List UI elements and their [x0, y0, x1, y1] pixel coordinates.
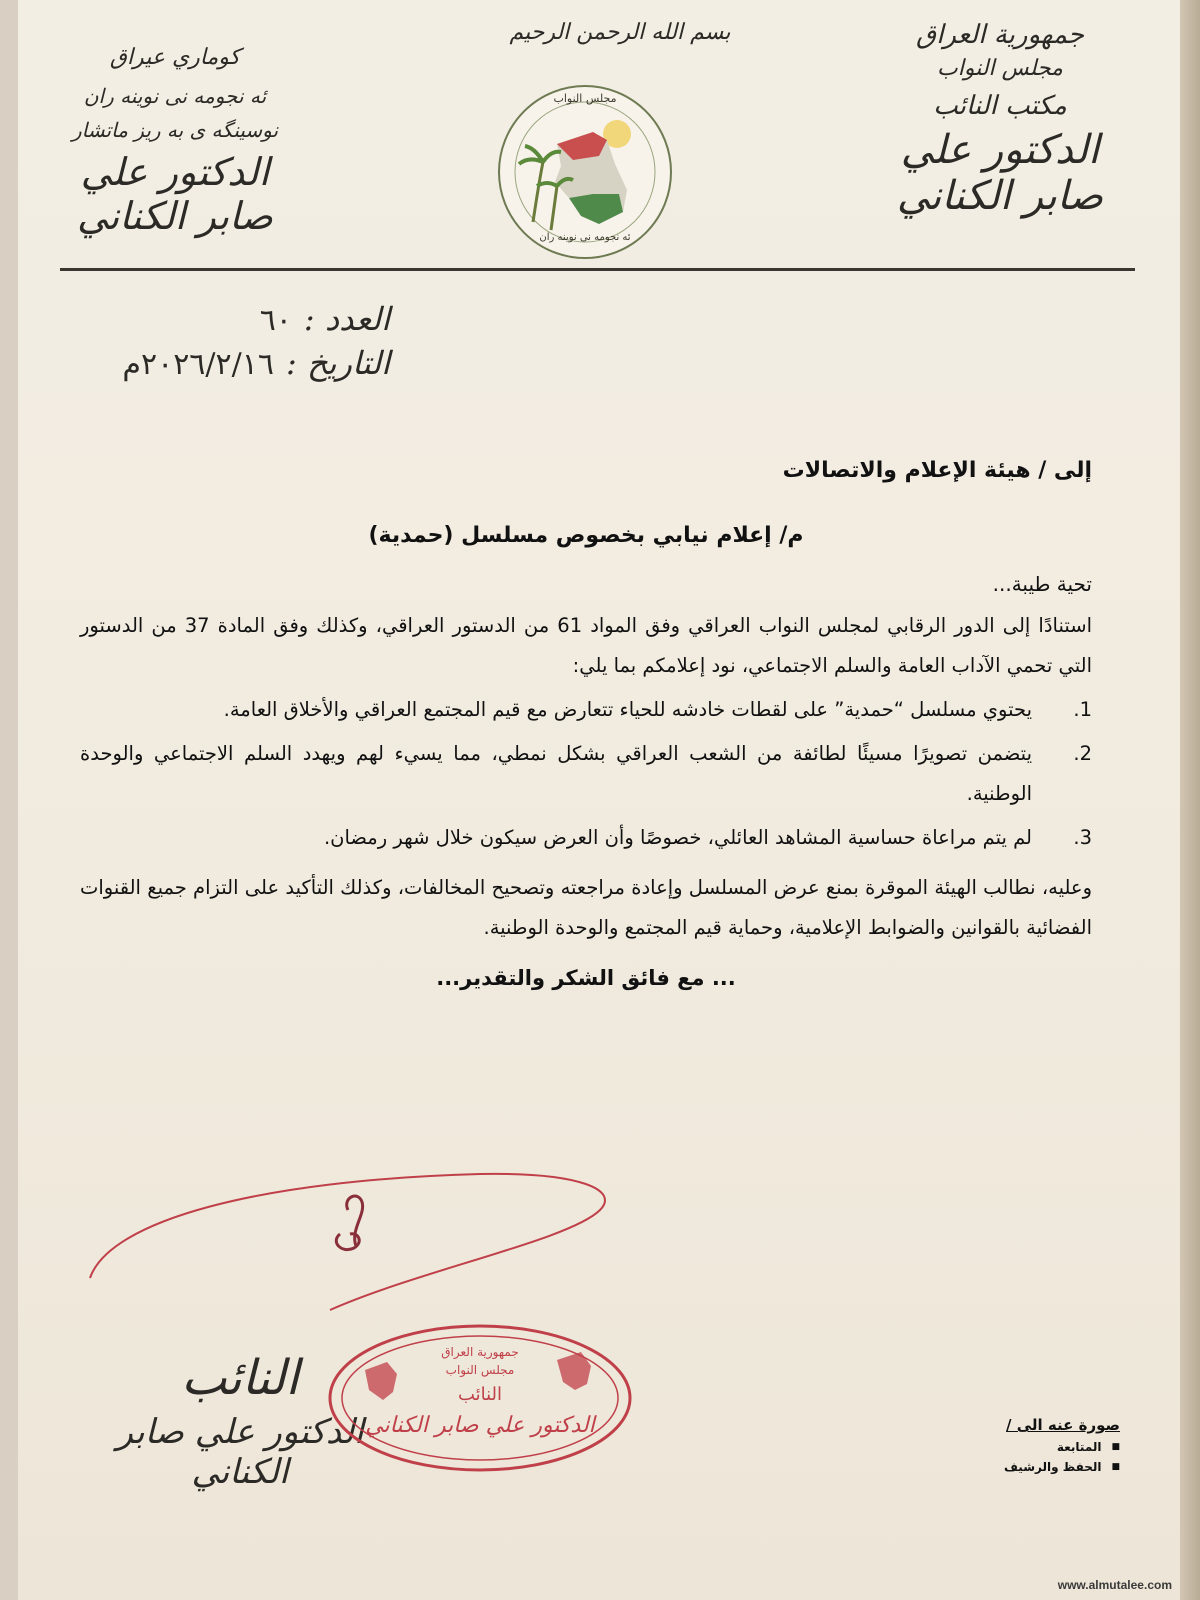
signatory-title: النائب	[181, 1350, 299, 1406]
stamp-line4: الدكتور علي صابر الكناني	[365, 1413, 595, 1438]
list-item	[80, 734, 1092, 814]
number-row	[70, 300, 390, 338]
letter-body	[80, 458, 1092, 990]
greeting: تحية طيبة...	[992, 572, 1092, 596]
stamp-line1: جمهورية العراق	[441, 1345, 519, 1359]
header-left-line3: نوسینگه ی به ریز ماتشار	[71, 118, 279, 142]
header-right-line2: مجلس النواب	[937, 56, 1063, 81]
conclusion-paragraph: وعليه، نطالب الهيئة الموقرة بمنع عرض المسلسل وإعادة مراجعته وتصحيح المخالفات، وكذلك التأكيد على التزام جميع القنوات الفضائية بالقوانين والضوابط الإعلامية، وحماية قيم المجتمع والوحدة الوطنية.	[80, 876, 1092, 939]
signatory-name: الدكتور علي صابر الكناني	[116, 1412, 364, 1492]
background-edge	[1180, 0, 1200, 1600]
list-item-text: لم يتم مراعاة حساسية المشاهد العائلي، خصوصًا وأن العرض سيكون خلال شهر رمضان.	[323, 826, 1032, 849]
list-item	[940, 1440, 1120, 1454]
list-item-number: 2.	[1073, 742, 1092, 765]
header-left	[40, 45, 310, 238]
header-divider	[60, 268, 1135, 271]
bullet-icon: ■	[1111, 1462, 1120, 1472]
stamp-line2: مجلس النواب	[445, 1363, 515, 1377]
stamp-line3: النائب	[457, 1384, 503, 1405]
reference-block	[70, 300, 390, 382]
date-value: ٢٠٢٦/٢/١٦م	[122, 347, 274, 382]
official-stamp	[325, 1320, 635, 1475]
list-item-text: يحتوي مسلسل “حمدية” على لقطات خادشه للحياء تتعارض مع قيم المجتمع العراقي والأخلاق العامة.	[223, 698, 1032, 721]
list-item-text: يتضمن تصويرًا مسيئًا لطائفة من الشعب العراقي بشكل نمطي، مما يسيء لهم ويهدد السلم الاجتماعي والوحدة الوطنية.	[80, 742, 1032, 805]
number-value: ٦٠	[259, 303, 292, 338]
header-right	[855, 20, 1145, 219]
list-item	[80, 690, 1092, 730]
list-item	[80, 818, 1092, 858]
copy-to-heading: صورة عنه الى /	[1006, 1416, 1120, 1434]
list-item	[940, 1460, 1120, 1474]
header-left-line4: الدكتور علي صابر الكناني	[77, 150, 273, 238]
basmala: بسم الله الرحمن الرحيم	[509, 20, 731, 45]
closing-line: ... مع فائق الشكر والتقدير...	[436, 966, 736, 990]
subject: م/ إعلام نيابي بخصوص مسلسل (حمدية)	[368, 523, 804, 548]
bullet-icon: ■	[1111, 1442, 1120, 1452]
date-row	[70, 344, 390, 382]
points-list	[80, 690, 1092, 858]
list-item-number: 3.	[1073, 826, 1092, 849]
copy-to-item: المتابعة	[1056, 1440, 1102, 1454]
copy-to-block	[940, 1416, 1120, 1474]
header-right-line3: مكتب النائب	[933, 91, 1067, 121]
header-right-line4: الدكتور علي صابر الكناني	[896, 127, 1104, 219]
list-item-number: 1.	[1073, 698, 1092, 721]
emblem-bottom-text: ئه نجومه نی نوینه ران	[539, 232, 631, 243]
number-label: العدد :	[303, 300, 390, 338]
header-right-line1: جمهورية العراق	[916, 20, 1084, 50]
site-watermark: www.almutalee.com	[1057, 1578, 1172, 1592]
recipient: إلى / هيئة الإعلام والاتصالات	[782, 458, 1092, 483]
header-left-line1: كوماري عيراق	[109, 45, 241, 70]
emblem-top-text: مجلس النواب	[553, 92, 617, 105]
copy-to-item: الحفظ والرشيف	[1004, 1460, 1102, 1474]
header-left-line2: ئه نجومه نی نوینه ران	[83, 84, 267, 108]
date-label: التاريخ :	[285, 344, 390, 382]
intro-paragraph: استنادًا إلى الدور الرقابي لمجلس النواب العراقي وفق المواد 61 من الدستور العراقي، وكذلك وفق المادة 37 من الدستور التي تحمي الآداب العامة والسلم الاجتماعي، نود إعلامكم بما يلي:	[80, 614, 1092, 677]
